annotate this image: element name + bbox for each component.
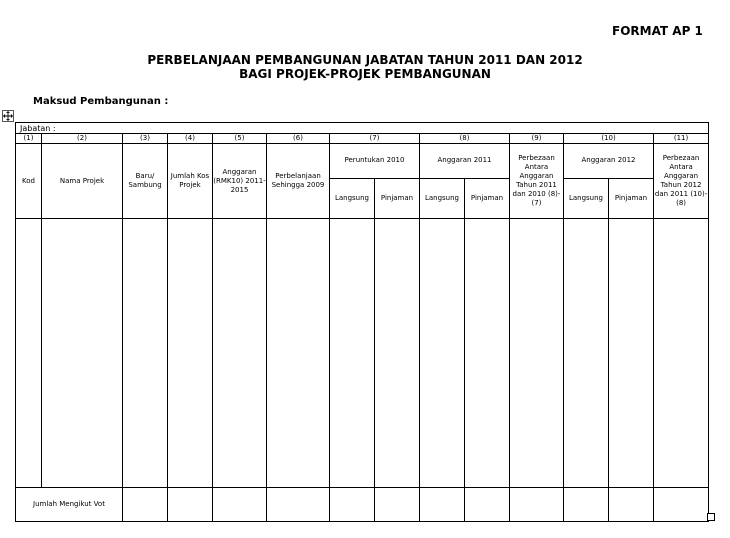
table-cell[interactable] (168, 488, 213, 522)
table-cell[interactable] (267, 488, 330, 522)
col-number: (9) (510, 134, 564, 144)
table-cell[interactable] (420, 488, 465, 522)
col-number: (5) (213, 134, 267, 144)
header-kod: Kod (16, 144, 42, 219)
header-jumlah-kos: Jumlah Kos Projek (168, 144, 213, 219)
table-cell[interactable] (465, 219, 510, 488)
col-number: (8) (420, 134, 510, 144)
ap1-table (15, 122, 709, 522)
total-label: Jumlah Mengikut Vot (16, 488, 123, 522)
header-perbelanjaan: Perbelanjaan Sehingga 2009 (267, 144, 330, 219)
table-cell[interactable] (375, 488, 420, 522)
table-cell[interactable] (168, 219, 213, 488)
document-subtitle: BAGI PROJEK-PROJEK PEMBANGUNAN (239, 67, 491, 81)
table-cell[interactable] (42, 219, 123, 488)
col-number: (11) (654, 134, 709, 144)
table-cell[interactable] (123, 488, 168, 522)
table-cell[interactable] (267, 219, 330, 488)
table-cell[interactable] (213, 219, 267, 488)
table-resize-handle[interactable] (707, 513, 715, 521)
document-title: PERBELANJAAN PEMBANGUNAN JABATAN TAHUN 2011 DAN 2012 (147, 53, 583, 67)
subheader-pinjaman: Pinjaman (375, 178, 420, 218)
table-cell[interactable] (609, 219, 654, 488)
table-cell[interactable] (510, 219, 564, 488)
header-perbezaan-2012-2011: Perbezaan Antara Anggaran Tahun 2012 dan 2011 (10)-(8) (654, 144, 709, 219)
table-cell[interactable] (510, 488, 564, 522)
table-cell[interactable] (213, 488, 267, 522)
format-label: FORMAT AP 1 (612, 24, 703, 38)
table-cell[interactable] (609, 488, 654, 522)
col-number: (3) (123, 134, 168, 144)
table-cell[interactable] (420, 219, 465, 488)
header-peruntukan-2010: Peruntukan 2010 (330, 144, 420, 179)
header-anggaran-2011: Anggaran 2011 (420, 144, 510, 179)
col-number: (7) (330, 134, 420, 144)
header-baru-sambung: Baru/ Sambung (123, 144, 168, 219)
subheader-langsung: Langsung (330, 178, 375, 218)
header-nama-projek: Nama Projek (42, 144, 123, 219)
table-cell[interactable] (654, 488, 709, 522)
col-number: (2) (42, 134, 123, 144)
table-body-row (16, 219, 709, 488)
total-row (16, 488, 709, 522)
table-cell[interactable] (123, 219, 168, 488)
table-cell[interactable] (375, 219, 420, 488)
subheader-langsung: Langsung (564, 178, 609, 218)
table-cell[interactable] (16, 219, 42, 488)
header-perbezaan-2011-2010: Perbezaan Antara Anggaran Tahun 2011 dan 2010 (8)-(7) (510, 144, 564, 219)
table-cell[interactable] (465, 488, 510, 522)
header-anggaran-rmk10: Anggaran (RMK10) 2011-2015 (213, 144, 267, 219)
col-number: (1) (16, 134, 42, 144)
subheader-langsung: Langsung (420, 178, 465, 218)
jabatan-label: Jabatan : (16, 123, 709, 134)
subheader-pinjaman: Pinjaman (609, 178, 654, 218)
table-cell[interactable] (330, 219, 375, 488)
table-cell[interactable] (330, 488, 375, 522)
col-number: (6) (267, 134, 330, 144)
table-move-handle-icon[interactable] (2, 110, 14, 122)
col-number: (4) (168, 134, 213, 144)
table-cell[interactable] (564, 488, 609, 522)
header-anggaran-2012: Anggaran 2012 (564, 144, 654, 179)
maksud-pembangunan-label: Maksud Pembangunan : (33, 96, 169, 107)
col-number: (10) (564, 134, 654, 144)
subheader-pinjaman: Pinjaman (465, 178, 510, 218)
table-cell[interactable] (654, 219, 709, 488)
table-cell[interactable] (564, 219, 609, 488)
